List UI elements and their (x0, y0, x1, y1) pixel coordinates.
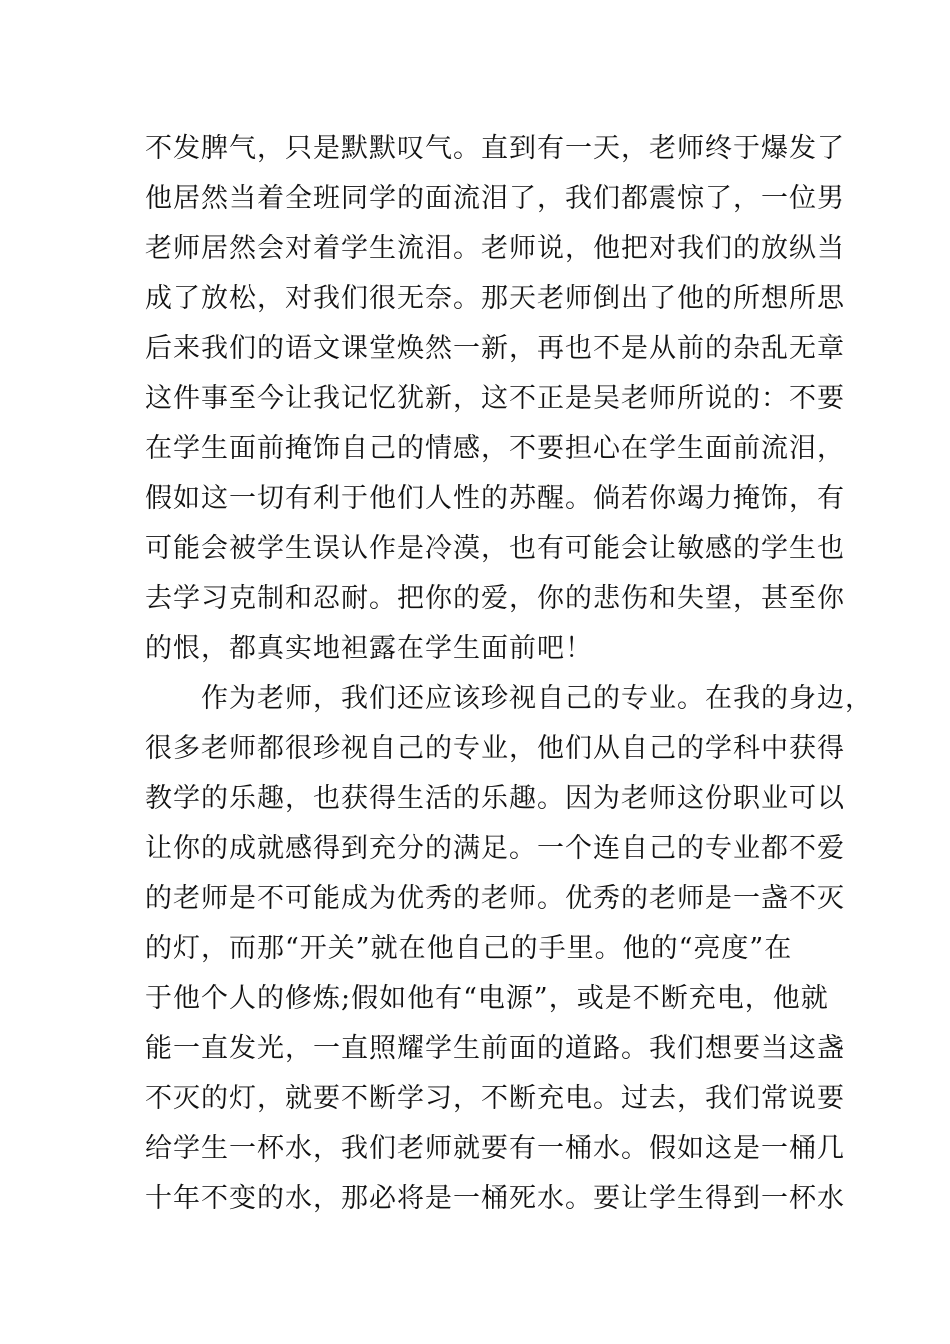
text-line: 能一直发光，一直照耀学生前面的道路。我们想要当这盏 (145, 1033, 845, 1064)
text-line: 可能会被学生误认作是冷漠，也有可能会让敏感的学生也 (145, 533, 845, 564)
text-line: 不发脾气，只是默默叹气。直到有一天，老师终于爆发了 (145, 133, 845, 164)
text-line-first: 作为老师，我们还应该珍视自己的专业。在我的身边， (201, 683, 873, 714)
text-line: 假如这一切有利于他们人性的苏醒。倘若你竭力掩饰，有 (145, 483, 845, 514)
text-line: 给学生一杯水，我们老师就要有一桶水。假如这是一桶几 (145, 1133, 845, 1164)
text-line: 不灭的灯，就要不断学习，不断充电。过去，我们常说要 (145, 1083, 845, 1114)
text-line: 这件事至今让我记忆犹新，这不正是吴老师所说的：不要 (145, 383, 845, 414)
text-line: 的灯，而那“开关”就在他自己的手里。他的“亮度”在 (145, 933, 793, 964)
text-line: 后来我们的语文课堂焕然一新，再也不是从前的杂乱无章 (145, 333, 845, 364)
text-line: 在学生面前掩饰自己的情感，不要担心在学生面前流泪， (145, 433, 845, 464)
paragraph-2 (145, 674, 873, 1224)
text-line: 于他个人的修炼;假如他有“电源”，或是不断充电，他就 (145, 983, 829, 1014)
text-line: 教学的乐趣，也获得生活的乐趣。因为老师这份职业可以 (145, 783, 845, 814)
text-line: 十年不变的水，那必将是一桶死水。要让学生得到一杯水 (145, 1183, 845, 1214)
text-line: 老师居然会对着学生流泪。老师说，他把对我们的放纵当 (145, 233, 845, 264)
text-line: 他居然当着全班同学的面流泪了，我们都震惊了，一位男 (145, 183, 845, 214)
text-line: 让你的成就感得到充分的满足。一个连自己的专业都不爱 (145, 833, 845, 864)
text-line: 很多老师都很珍视自己的专业，他们从自己的学科中获得 (145, 733, 845, 764)
text-line: 的恨，都真实地袒露在学生面前吧！ (145, 633, 593, 664)
paragraph-1 (145, 124, 845, 674)
document-body (145, 124, 873, 1224)
text-line: 去学习克制和忍耐。把你的爱，你的悲伤和失望，甚至你 (145, 583, 845, 614)
text-line: 的老师是不可能成为优秀的老师。优秀的老师是一盏不灭 (145, 883, 845, 914)
text-line: 成了放松，对我们很无奈。那天老师倒出了他的所想所思 (145, 283, 845, 314)
